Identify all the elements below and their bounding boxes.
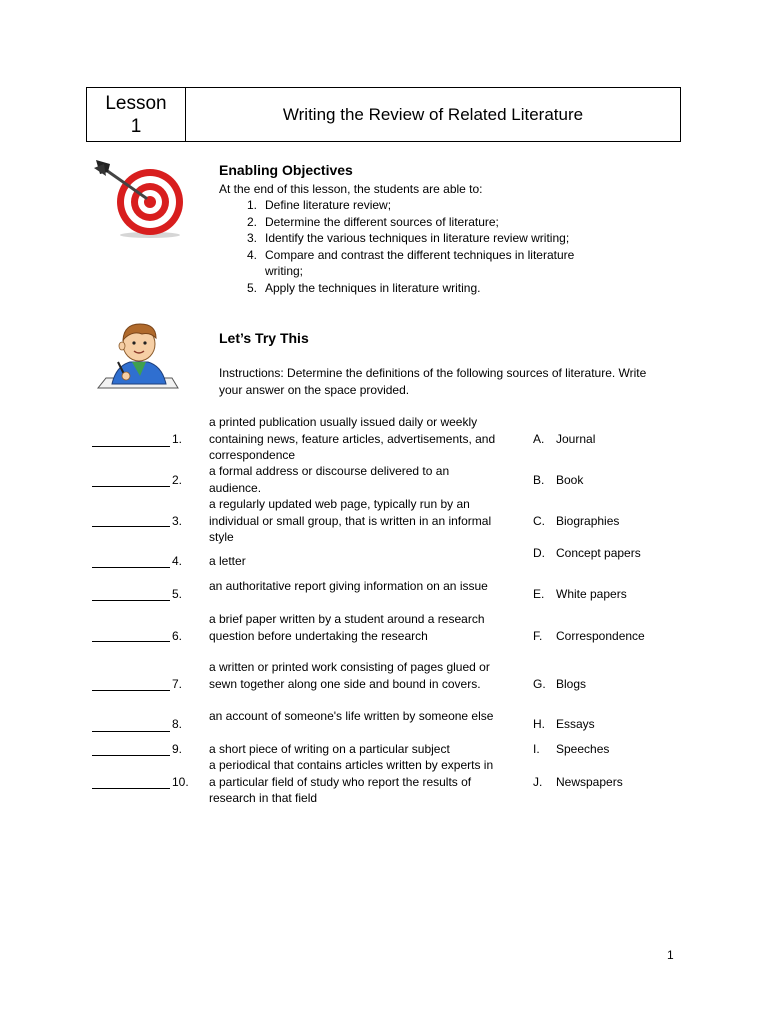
item-number: 8. bbox=[172, 717, 183, 731]
item-definition: an authoritative report giving information on an issue bbox=[209, 579, 488, 593]
lesson-number: 1 bbox=[130, 115, 142, 137]
objective-item: 3. Identify the various techniques in literature review writing; bbox=[246, 231, 570, 245]
item-definition: a formal address or discourse delivered to an audience. bbox=[209, 464, 450, 495]
item-number: 6. bbox=[172, 629, 183, 643]
answer-blank[interactable] bbox=[92, 755, 170, 756]
item-number: 9. bbox=[172, 742, 183, 756]
choice: C. Biographies bbox=[533, 514, 620, 528]
objectives-intro: At the end of this lesson, the students are able to: bbox=[219, 182, 483, 196]
item-definition: an account of someone's life written by someone else bbox=[209, 709, 494, 723]
lesson-header bbox=[86, 87, 681, 142]
item-number: 7. bbox=[172, 677, 183, 691]
matching-row bbox=[92, 414, 692, 464]
page-number: 1 bbox=[667, 948, 674, 962]
item-definition: a regularly updated web page, typically run by an individual or small group, that is written in an informal style bbox=[209, 497, 492, 544]
lesson-number-cell bbox=[87, 88, 186, 141]
choice: A. Journal bbox=[533, 432, 596, 446]
item-definition: a printed publication usually issued daily or weekly containing news, feature articles, advertisements, and correspondence bbox=[209, 415, 496, 462]
try-this-heading: Let’s Try This bbox=[219, 330, 309, 346]
objective-item: 5. Apply the techniques in literature writing. bbox=[246, 280, 481, 295]
item-definition: a periodical that contains articles written by experts in a particular field of study who report the results of research in that field bbox=[209, 758, 494, 805]
matching-row bbox=[92, 757, 692, 807]
item-definition: a written or printed work consisting of pages glued or sewn together along one side and bound in covers. bbox=[209, 660, 490, 691]
item-definition: a brief paper written by a student around a research question before undertaking the research bbox=[209, 612, 485, 643]
objectives-list bbox=[233, 197, 623, 296]
target-dart-icon bbox=[92, 158, 188, 238]
answer-blank[interactable] bbox=[92, 731, 170, 732]
matching-row bbox=[92, 545, 692, 577]
matching-row bbox=[92, 659, 692, 709]
instructions-text: Instructions: Determine the definitions of the following sources of literature. Write your answer on the space provided. bbox=[219, 366, 647, 397]
answer-blank[interactable] bbox=[92, 788, 170, 789]
answer-blank[interactable] bbox=[92, 486, 170, 487]
objectives-heading: Enabling Objectives bbox=[219, 162, 353, 178]
choice: D. Concept papers bbox=[533, 546, 641, 560]
matching-row bbox=[92, 708, 692, 742]
choice: B. Book bbox=[533, 473, 584, 487]
answer-blank[interactable] bbox=[92, 567, 170, 568]
choice: E. White papers bbox=[533, 587, 627, 601]
matching-row bbox=[92, 578, 692, 612]
item-number: 3. bbox=[172, 514, 183, 528]
answer-blank[interactable] bbox=[92, 526, 170, 527]
item-number: 1. bbox=[172, 432, 183, 446]
item-definition: a letter bbox=[209, 554, 246, 568]
matching-row bbox=[92, 611, 692, 661]
choice: I. Speeches bbox=[533, 742, 610, 756]
choice: G. Blogs bbox=[533, 677, 587, 691]
item-number: 5. bbox=[172, 587, 183, 601]
answer-blank[interactable] bbox=[92, 600, 170, 601]
objective-item: 4. Compare and contrast the different techniques in literature writing; bbox=[246, 247, 575, 278]
choice: H. Essays bbox=[533, 717, 595, 731]
item-definition: a short piece of writing on a particular subject bbox=[209, 742, 450, 756]
lesson-label: Lesson bbox=[105, 92, 167, 114]
answer-blank[interactable] bbox=[92, 641, 170, 642]
answer-blank[interactable] bbox=[92, 446, 170, 447]
objective-item: 2. Determine the different sources of literature; bbox=[246, 214, 499, 229]
choice: F. Correspondence bbox=[533, 629, 645, 643]
answer-blank[interactable] bbox=[92, 690, 170, 691]
matching-row bbox=[92, 463, 692, 497]
item-number: 4. bbox=[172, 554, 183, 568]
item-number: 2. bbox=[172, 473, 183, 487]
boy-writing-icon bbox=[96, 316, 180, 396]
lesson-title: Writing the Review of Related Literature bbox=[282, 104, 584, 124]
matching-row bbox=[92, 496, 692, 546]
choice: J. Newspapers bbox=[533, 775, 623, 789]
objective-item: 1. Define literature review; bbox=[246, 198, 392, 212]
item-number: 10. bbox=[172, 775, 189, 789]
